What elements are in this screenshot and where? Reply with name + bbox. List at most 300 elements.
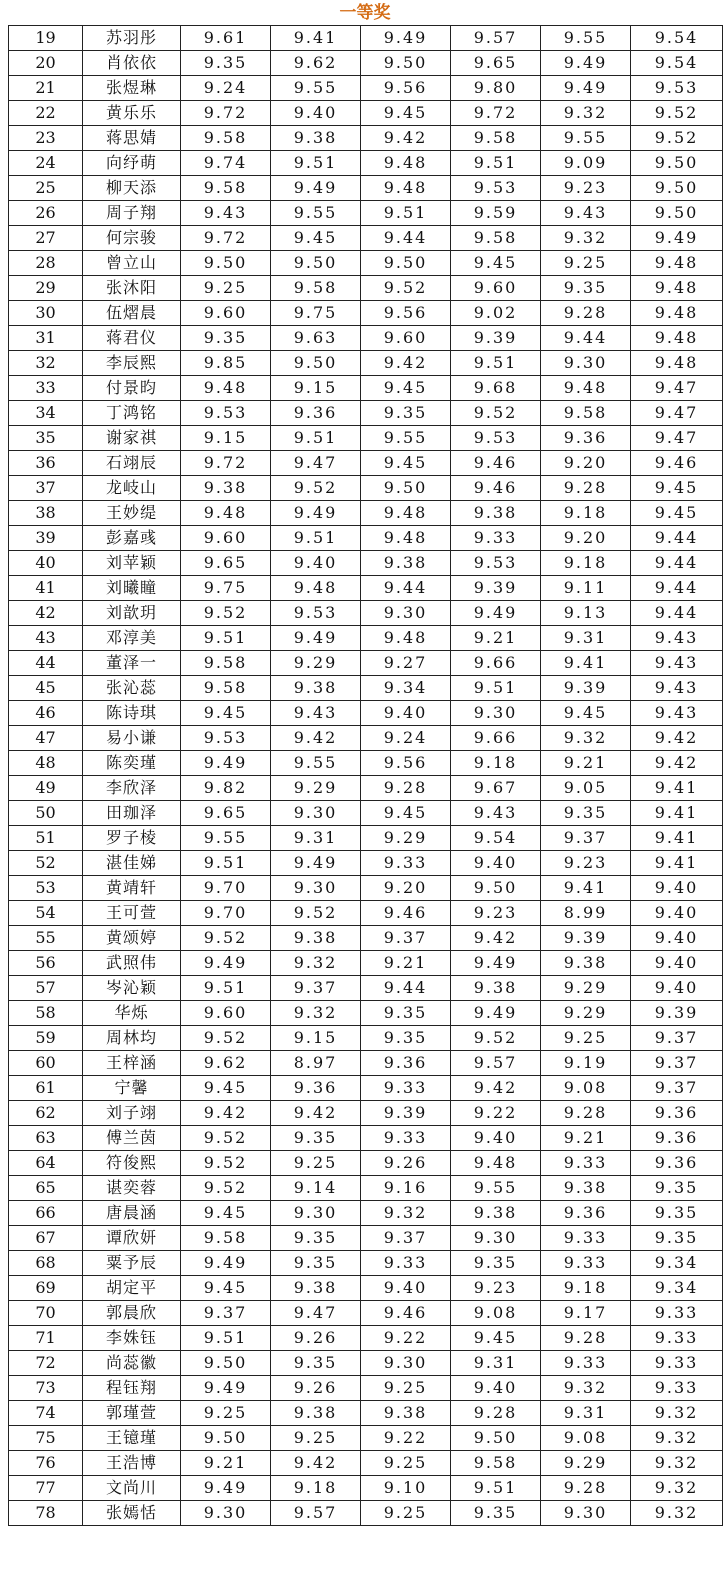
average-cell: 9.48 bbox=[631, 276, 723, 301]
rank-cell: 51 bbox=[9, 826, 83, 851]
score-2-cell: 9.75 bbox=[271, 301, 361, 326]
average-cell: 9.37 bbox=[631, 1026, 723, 1051]
score-1-cell: 9.49 bbox=[181, 1251, 271, 1276]
score-3-cell: 9.34 bbox=[361, 676, 451, 701]
rank-cell: 40 bbox=[9, 551, 83, 576]
average-cell: 9.48 bbox=[631, 301, 723, 326]
name-cell: 尚蕊徽 bbox=[83, 1351, 181, 1376]
score-5-cell: 9.28 bbox=[541, 1476, 631, 1501]
rank-cell: 27 bbox=[9, 226, 83, 251]
score-2-cell: 9.32 bbox=[271, 1001, 361, 1026]
score-4-cell: 9.68 bbox=[451, 376, 541, 401]
score-5-cell: 9.35 bbox=[541, 801, 631, 826]
score-5-cell: 9.18 bbox=[541, 551, 631, 576]
name-cell: 易小谦 bbox=[83, 726, 181, 751]
score-1-cell: 9.21 bbox=[181, 1451, 271, 1476]
name-cell: 黄靖轩 bbox=[83, 876, 181, 901]
name-cell: 彭嘉彧 bbox=[83, 526, 181, 551]
name-cell: 谌奕蓉 bbox=[83, 1176, 181, 1201]
score-5-cell: 9.30 bbox=[541, 351, 631, 376]
score-5-cell: 9.32 bbox=[541, 1376, 631, 1401]
average-cell: 9.37 bbox=[631, 1051, 723, 1076]
score-4-cell: 9.42 bbox=[451, 926, 541, 951]
average-cell: 9.34 bbox=[631, 1251, 723, 1276]
table-row bbox=[9, 1176, 723, 1201]
average-cell: 9.33 bbox=[631, 1301, 723, 1326]
score-1-cell: 9.74 bbox=[181, 151, 271, 176]
rank-cell: 66 bbox=[9, 1201, 83, 1226]
score-4-cell: 9.23 bbox=[451, 1276, 541, 1301]
rank-cell: 24 bbox=[9, 151, 83, 176]
score-1-cell: 9.51 bbox=[181, 1326, 271, 1351]
name-cell: 武照伟 bbox=[83, 951, 181, 976]
average-cell: 9.48 bbox=[631, 251, 723, 276]
score-5-cell: 9.33 bbox=[541, 1251, 631, 1276]
score-2-cell: 9.26 bbox=[271, 1326, 361, 1351]
results-sheet bbox=[8, 0, 722, 1587]
rank-cell: 56 bbox=[9, 951, 83, 976]
rank-cell: 37 bbox=[9, 476, 83, 501]
rank-cell: 64 bbox=[9, 1151, 83, 1176]
table-row bbox=[9, 676, 723, 701]
score-3-cell: 9.33 bbox=[361, 1126, 451, 1151]
score-4-cell: 9.48 bbox=[451, 1151, 541, 1176]
score-3-cell: 9.48 bbox=[361, 526, 451, 551]
average-cell: 9.53 bbox=[631, 76, 723, 101]
table-row bbox=[9, 1401, 723, 1426]
rank-cell: 50 bbox=[9, 801, 83, 826]
rank-cell: 61 bbox=[9, 1076, 83, 1101]
score-table bbox=[8, 25, 723, 1526]
score-2-cell: 9.58 bbox=[271, 276, 361, 301]
score-4-cell: 9.39 bbox=[451, 576, 541, 601]
rank-cell: 55 bbox=[9, 926, 83, 951]
score-4-cell: 9.80 bbox=[451, 76, 541, 101]
name-cell: 张沐阳 bbox=[83, 276, 181, 301]
score-5-cell: 9.17 bbox=[541, 1301, 631, 1326]
score-2-cell: 9.53 bbox=[271, 601, 361, 626]
rank-cell: 33 bbox=[9, 376, 83, 401]
table-row bbox=[9, 426, 723, 451]
score-2-cell: 9.55 bbox=[271, 201, 361, 226]
score-1-cell: 9.42 bbox=[181, 1101, 271, 1126]
score-5-cell: 9.39 bbox=[541, 926, 631, 951]
rank-cell: 71 bbox=[9, 1326, 83, 1351]
score-4-cell: 9.55 bbox=[451, 1176, 541, 1201]
table-row bbox=[9, 876, 723, 901]
score-1-cell: 9.85 bbox=[181, 351, 271, 376]
name-cell: 胡定平 bbox=[83, 1276, 181, 1301]
score-5-cell: 9.23 bbox=[541, 851, 631, 876]
score-4-cell: 9.58 bbox=[451, 1451, 541, 1476]
name-cell: 田珈泽 bbox=[83, 801, 181, 826]
table-row bbox=[9, 451, 723, 476]
score-4-cell: 9.42 bbox=[451, 1076, 541, 1101]
average-cell: 9.45 bbox=[631, 501, 723, 526]
score-2-cell: 9.42 bbox=[271, 726, 361, 751]
table-row bbox=[9, 926, 723, 951]
score-1-cell: 9.70 bbox=[181, 876, 271, 901]
rank-cell: 74 bbox=[9, 1401, 83, 1426]
score-1-cell: 9.52 bbox=[181, 1026, 271, 1051]
table-row bbox=[9, 326, 723, 351]
score-1-cell: 9.35 bbox=[181, 51, 271, 76]
rank-cell: 34 bbox=[9, 401, 83, 426]
score-5-cell: 9.05 bbox=[541, 776, 631, 801]
name-cell: 傅兰茵 bbox=[83, 1126, 181, 1151]
score-4-cell: 9.40 bbox=[451, 1376, 541, 1401]
table-row bbox=[9, 1476, 723, 1501]
rank-cell: 70 bbox=[9, 1301, 83, 1326]
score-4-cell: 9.30 bbox=[451, 1226, 541, 1251]
rank-cell: 63 bbox=[9, 1126, 83, 1151]
score-1-cell: 9.38 bbox=[181, 476, 271, 501]
name-cell: 刘苹颖 bbox=[83, 551, 181, 576]
rank-cell: 39 bbox=[9, 526, 83, 551]
score-4-cell: 9.28 bbox=[451, 1401, 541, 1426]
score-4-cell: 9.51 bbox=[451, 1476, 541, 1501]
table-row bbox=[9, 701, 723, 726]
score-3-cell: 9.26 bbox=[361, 1151, 451, 1176]
name-cell: 张煜琳 bbox=[83, 76, 181, 101]
score-5-cell: 9.21 bbox=[541, 1126, 631, 1151]
score-2-cell: 9.18 bbox=[271, 1476, 361, 1501]
score-4-cell: 9.54 bbox=[451, 826, 541, 851]
score-5-cell: 9.36 bbox=[541, 426, 631, 451]
score-3-cell: 9.29 bbox=[361, 826, 451, 851]
score-3-cell: 9.33 bbox=[361, 851, 451, 876]
score-4-cell: 9.65 bbox=[451, 51, 541, 76]
name-cell: 刘曦瞳 bbox=[83, 576, 181, 601]
score-3-cell: 9.37 bbox=[361, 926, 451, 951]
name-cell: 粟予辰 bbox=[83, 1251, 181, 1276]
name-cell: 李欣泽 bbox=[83, 776, 181, 801]
table-row bbox=[9, 376, 723, 401]
score-4-cell: 9.21 bbox=[451, 626, 541, 651]
score-5-cell: 9.39 bbox=[541, 676, 631, 701]
name-cell: 肖依依 bbox=[83, 51, 181, 76]
score-5-cell: 9.18 bbox=[541, 1276, 631, 1301]
score-4-cell: 9.18 bbox=[451, 751, 541, 776]
rank-cell: 69 bbox=[9, 1276, 83, 1301]
score-5-cell: 8.99 bbox=[541, 901, 631, 926]
score-2-cell: 9.35 bbox=[271, 1226, 361, 1251]
score-3-cell: 9.45 bbox=[361, 451, 451, 476]
average-cell: 9.42 bbox=[631, 726, 723, 751]
average-cell: 9.32 bbox=[631, 1401, 723, 1426]
score-3-cell: 9.42 bbox=[361, 351, 451, 376]
score-1-cell: 9.50 bbox=[181, 251, 271, 276]
score-4-cell: 9.51 bbox=[451, 151, 541, 176]
score-1-cell: 9.60 bbox=[181, 526, 271, 551]
average-cell: 9.36 bbox=[631, 1126, 723, 1151]
table-row bbox=[9, 776, 723, 801]
table-row bbox=[9, 551, 723, 576]
score-3-cell: 9.39 bbox=[361, 1101, 451, 1126]
score-5-cell: 9.23 bbox=[541, 176, 631, 201]
score-4-cell: 9.51 bbox=[451, 676, 541, 701]
average-cell: 9.50 bbox=[631, 151, 723, 176]
score-2-cell: 9.35 bbox=[271, 1251, 361, 1276]
name-cell: 岑沁颖 bbox=[83, 976, 181, 1001]
score-3-cell: 9.35 bbox=[361, 1026, 451, 1051]
score-2-cell: 9.35 bbox=[271, 1351, 361, 1376]
score-4-cell: 9.31 bbox=[451, 1351, 541, 1376]
score-4-cell: 9.72 bbox=[451, 101, 541, 126]
name-cell: 付景昀 bbox=[83, 376, 181, 401]
rank-cell: 46 bbox=[9, 701, 83, 726]
score-4-cell: 9.52 bbox=[451, 401, 541, 426]
score-5-cell: 9.44 bbox=[541, 326, 631, 351]
rank-cell: 54 bbox=[9, 901, 83, 926]
award-title: 一等奖 bbox=[8, 0, 722, 26]
table-row bbox=[9, 801, 723, 826]
score-3-cell: 9.27 bbox=[361, 651, 451, 676]
name-cell: 刘子翊 bbox=[83, 1101, 181, 1126]
score-5-cell: 9.30 bbox=[541, 1501, 631, 1526]
score-5-cell: 9.29 bbox=[541, 1001, 631, 1026]
table-row bbox=[9, 176, 723, 201]
score-5-cell: 9.55 bbox=[541, 26, 631, 51]
average-cell: 9.44 bbox=[631, 576, 723, 601]
score-5-cell: 9.45 bbox=[541, 701, 631, 726]
score-1-cell: 9.52 bbox=[181, 601, 271, 626]
score-5-cell: 9.31 bbox=[541, 626, 631, 651]
rank-cell: 19 bbox=[9, 26, 83, 51]
rank-cell: 31 bbox=[9, 326, 83, 351]
table-row bbox=[9, 1376, 723, 1401]
table-row bbox=[9, 476, 723, 501]
score-3-cell: 9.36 bbox=[361, 1051, 451, 1076]
score-2-cell: 9.30 bbox=[271, 801, 361, 826]
name-cell: 丁鸿铭 bbox=[83, 401, 181, 426]
score-3-cell: 9.35 bbox=[361, 401, 451, 426]
score-1-cell: 9.49 bbox=[181, 751, 271, 776]
score-3-cell: 9.52 bbox=[361, 276, 451, 301]
score-3-cell: 9.22 bbox=[361, 1326, 451, 1351]
rank-cell: 28 bbox=[9, 251, 83, 276]
table-row bbox=[9, 951, 723, 976]
score-4-cell: 9.38 bbox=[451, 1201, 541, 1226]
score-3-cell: 9.45 bbox=[361, 376, 451, 401]
score-3-cell: 9.44 bbox=[361, 976, 451, 1001]
score-4-cell: 9.23 bbox=[451, 901, 541, 926]
score-3-cell: 9.48 bbox=[361, 151, 451, 176]
score-4-cell: 9.45 bbox=[451, 251, 541, 276]
table-row bbox=[9, 1126, 723, 1151]
name-cell: 伍熠晨 bbox=[83, 301, 181, 326]
average-cell: 9.48 bbox=[631, 351, 723, 376]
score-1-cell: 9.35 bbox=[181, 326, 271, 351]
rank-cell: 57 bbox=[9, 976, 83, 1001]
score-1-cell: 9.72 bbox=[181, 101, 271, 126]
average-cell: 9.43 bbox=[631, 701, 723, 726]
score-2-cell: 9.47 bbox=[271, 451, 361, 476]
score-3-cell: 9.25 bbox=[361, 1376, 451, 1401]
rank-cell: 25 bbox=[9, 176, 83, 201]
rank-cell: 73 bbox=[9, 1376, 83, 1401]
table-row bbox=[9, 1151, 723, 1176]
average-cell: 9.44 bbox=[631, 601, 723, 626]
rank-cell: 42 bbox=[9, 601, 83, 626]
score-4-cell: 9.39 bbox=[451, 326, 541, 351]
average-cell: 9.41 bbox=[631, 776, 723, 801]
score-4-cell: 9.58 bbox=[451, 226, 541, 251]
score-1-cell: 9.25 bbox=[181, 276, 271, 301]
score-2-cell: 9.63 bbox=[271, 326, 361, 351]
score-5-cell: 9.29 bbox=[541, 976, 631, 1001]
score-1-cell: 9.37 bbox=[181, 1301, 271, 1326]
score-5-cell: 9.11 bbox=[541, 576, 631, 601]
score-3-cell: 9.24 bbox=[361, 726, 451, 751]
score-4-cell: 9.02 bbox=[451, 301, 541, 326]
score-4-cell: 9.08 bbox=[451, 1301, 541, 1326]
score-2-cell: 9.62 bbox=[271, 51, 361, 76]
average-cell: 9.43 bbox=[631, 651, 723, 676]
score-2-cell: 9.49 bbox=[271, 626, 361, 651]
score-2-cell: 9.38 bbox=[271, 926, 361, 951]
score-1-cell: 9.15 bbox=[181, 426, 271, 451]
score-4-cell: 9.57 bbox=[451, 26, 541, 51]
name-cell: 谢家祺 bbox=[83, 426, 181, 451]
score-5-cell: 9.38 bbox=[541, 951, 631, 976]
table-row bbox=[9, 826, 723, 851]
score-5-cell: 9.32 bbox=[541, 101, 631, 126]
score-5-cell: 9.25 bbox=[541, 251, 631, 276]
score-2-cell: 9.51 bbox=[271, 426, 361, 451]
rank-cell: 26 bbox=[9, 201, 83, 226]
average-cell: 9.40 bbox=[631, 876, 723, 901]
score-2-cell: 9.47 bbox=[271, 1301, 361, 1326]
score-2-cell: 9.49 bbox=[271, 851, 361, 876]
name-cell: 黄颂婷 bbox=[83, 926, 181, 951]
table-row bbox=[9, 1501, 723, 1526]
score-2-cell: 9.43 bbox=[271, 701, 361, 726]
score-1-cell: 9.58 bbox=[181, 651, 271, 676]
score-4-cell: 9.52 bbox=[451, 1026, 541, 1051]
table-row bbox=[9, 201, 723, 226]
table-row bbox=[9, 76, 723, 101]
score-5-cell: 9.08 bbox=[541, 1076, 631, 1101]
score-3-cell: 9.38 bbox=[361, 1401, 451, 1426]
score-5-cell: 9.32 bbox=[541, 226, 631, 251]
score-5-cell: 9.18 bbox=[541, 501, 631, 526]
score-4-cell: 9.50 bbox=[451, 876, 541, 901]
rank-cell: 62 bbox=[9, 1101, 83, 1126]
average-cell: 9.43 bbox=[631, 626, 723, 651]
score-4-cell: 9.46 bbox=[451, 451, 541, 476]
table-row bbox=[9, 1276, 723, 1301]
score-1-cell: 9.65 bbox=[181, 551, 271, 576]
rank-cell: 48 bbox=[9, 751, 83, 776]
rank-cell: 77 bbox=[9, 1476, 83, 1501]
score-1-cell: 9.52 bbox=[181, 1176, 271, 1201]
score-1-cell: 9.58 bbox=[181, 1226, 271, 1251]
rank-cell: 76 bbox=[9, 1451, 83, 1476]
score-3-cell: 9.22 bbox=[361, 1426, 451, 1451]
score-4-cell: 9.33 bbox=[451, 526, 541, 551]
table-row bbox=[9, 351, 723, 376]
name-cell: 张沁蕊 bbox=[83, 676, 181, 701]
score-5-cell: 9.21 bbox=[541, 751, 631, 776]
score-1-cell: 9.51 bbox=[181, 851, 271, 876]
rank-cell: 30 bbox=[9, 301, 83, 326]
rank-cell: 65 bbox=[9, 1176, 83, 1201]
score-1-cell: 9.45 bbox=[181, 1276, 271, 1301]
score-3-cell: 9.30 bbox=[361, 601, 451, 626]
score-2-cell: 9.51 bbox=[271, 151, 361, 176]
score-2-cell: 9.51 bbox=[271, 526, 361, 551]
table-row bbox=[9, 751, 723, 776]
score-2-cell: 9.41 bbox=[271, 26, 361, 51]
table-row bbox=[9, 126, 723, 151]
score-3-cell: 9.25 bbox=[361, 1501, 451, 1526]
table-row bbox=[9, 1001, 723, 1026]
average-cell: 9.52 bbox=[631, 126, 723, 151]
average-cell: 9.49 bbox=[631, 226, 723, 251]
table-row bbox=[9, 651, 723, 676]
name-cell: 罗子棱 bbox=[83, 826, 181, 851]
score-3-cell: 9.45 bbox=[361, 801, 451, 826]
score-4-cell: 9.38 bbox=[451, 501, 541, 526]
score-5-cell: 9.31 bbox=[541, 1401, 631, 1426]
rank-cell: 35 bbox=[9, 426, 83, 451]
average-cell: 9.32 bbox=[631, 1426, 723, 1451]
average-cell: 9.54 bbox=[631, 51, 723, 76]
score-4-cell: 9.40 bbox=[451, 1126, 541, 1151]
average-cell: 9.54 bbox=[631, 26, 723, 51]
name-cell: 华烁 bbox=[83, 1001, 181, 1026]
score-2-cell: 9.40 bbox=[271, 101, 361, 126]
score-5-cell: 9.35 bbox=[541, 276, 631, 301]
name-cell: 龙岐山 bbox=[83, 476, 181, 501]
table-row bbox=[9, 1326, 723, 1351]
score-3-cell: 9.48 bbox=[361, 176, 451, 201]
rank-cell: 21 bbox=[9, 76, 83, 101]
score-2-cell: 9.30 bbox=[271, 876, 361, 901]
rank-cell: 60 bbox=[9, 1051, 83, 1076]
score-5-cell: 9.41 bbox=[541, 876, 631, 901]
name-cell: 邓淳美 bbox=[83, 626, 181, 651]
score-1-cell: 9.55 bbox=[181, 826, 271, 851]
rank-cell: 41 bbox=[9, 576, 83, 601]
score-2-cell: 9.36 bbox=[271, 401, 361, 426]
score-1-cell: 9.43 bbox=[181, 201, 271, 226]
score-3-cell: 9.20 bbox=[361, 876, 451, 901]
score-4-cell: 9.67 bbox=[451, 776, 541, 801]
table-row bbox=[9, 276, 723, 301]
score-3-cell: 9.42 bbox=[361, 126, 451, 151]
score-4-cell: 9.53 bbox=[451, 426, 541, 451]
score-5-cell: 9.20 bbox=[541, 526, 631, 551]
score-1-cell: 9.58 bbox=[181, 176, 271, 201]
average-cell: 9.32 bbox=[631, 1476, 723, 1501]
name-cell: 宁馨 bbox=[83, 1076, 181, 1101]
rank-cell: 22 bbox=[9, 101, 83, 126]
score-3-cell: 9.37 bbox=[361, 1226, 451, 1251]
name-cell: 蒋君仪 bbox=[83, 326, 181, 351]
score-5-cell: 9.49 bbox=[541, 51, 631, 76]
name-cell: 周林均 bbox=[83, 1026, 181, 1051]
score-3-cell: 9.48 bbox=[361, 626, 451, 651]
score-4-cell: 9.57 bbox=[451, 1051, 541, 1076]
name-cell: 湛佳娣 bbox=[83, 851, 181, 876]
name-cell: 陈诗琪 bbox=[83, 701, 181, 726]
rank-cell: 29 bbox=[9, 276, 83, 301]
score-2-cell: 9.29 bbox=[271, 651, 361, 676]
score-2-cell: 9.49 bbox=[271, 176, 361, 201]
average-cell: 9.47 bbox=[631, 376, 723, 401]
